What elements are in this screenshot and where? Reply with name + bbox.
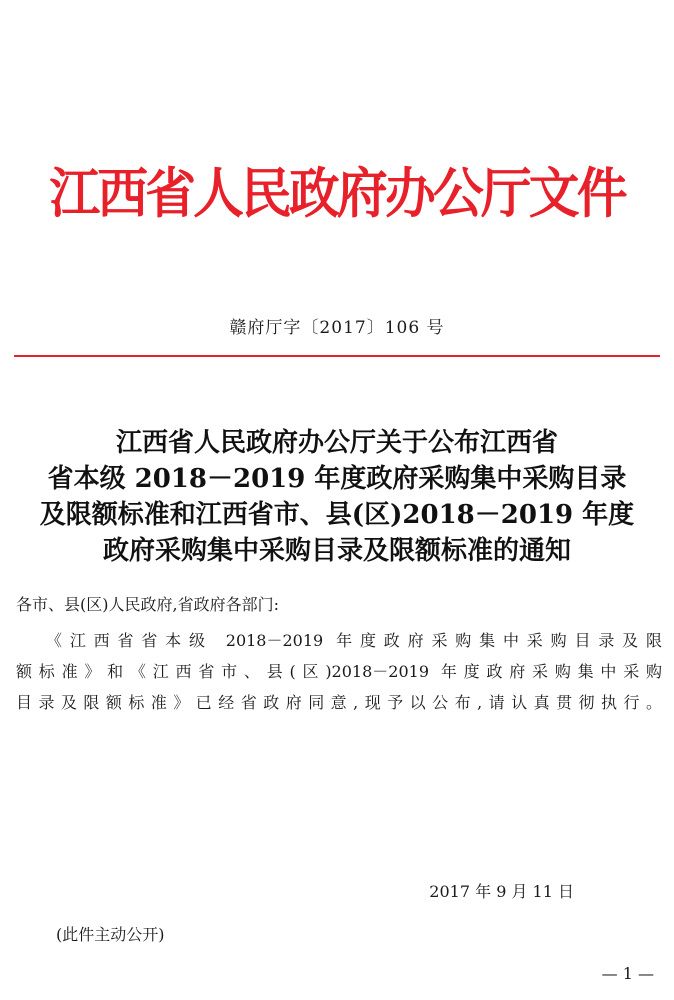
title-line: 江西省人民政府办公厅关于公布江西省 <box>115 428 558 458</box>
title-line: 及限额标准和江西省市、县(区)2018－2019 年度 <box>39 500 635 530</box>
body-line: 《江西省省本级 2018－2019 年度政府采购集中采购目录及限 <box>46 631 662 650</box>
notice-title <box>0 425 674 569</box>
salutation: 各市、县(区)人民政府,省政府各部门: <box>16 595 279 614</box>
document-number: 赣府厅字〔2017〕106 号 <box>229 318 445 338</box>
body-line: 额标准》和《江西省市、县(区)2018－2019 年度政府采购集中采购 <box>16 662 662 681</box>
body-line: 目录及限额标准》已经省政府同意,现予以公布,请认真贯彻执行。 <box>16 693 662 712</box>
title-line: 省本级 2018－2019 年度政府采购集中采购目录 <box>47 464 627 494</box>
body-paragraph <box>16 625 662 718</box>
red-divider-line <box>14 355 660 357</box>
page-number: — 1 — <box>601 964 654 983</box>
disclosure-note: (此件主动公开) <box>56 925 165 944</box>
issue-date: 2017 年 9 月 11 日 <box>429 882 574 901</box>
title-line: 政府采购集中采购目录及限额标准的通知 <box>102 536 571 566</box>
masthead-title: 江西省人民政府办公厅文件 <box>49 161 625 225</box>
